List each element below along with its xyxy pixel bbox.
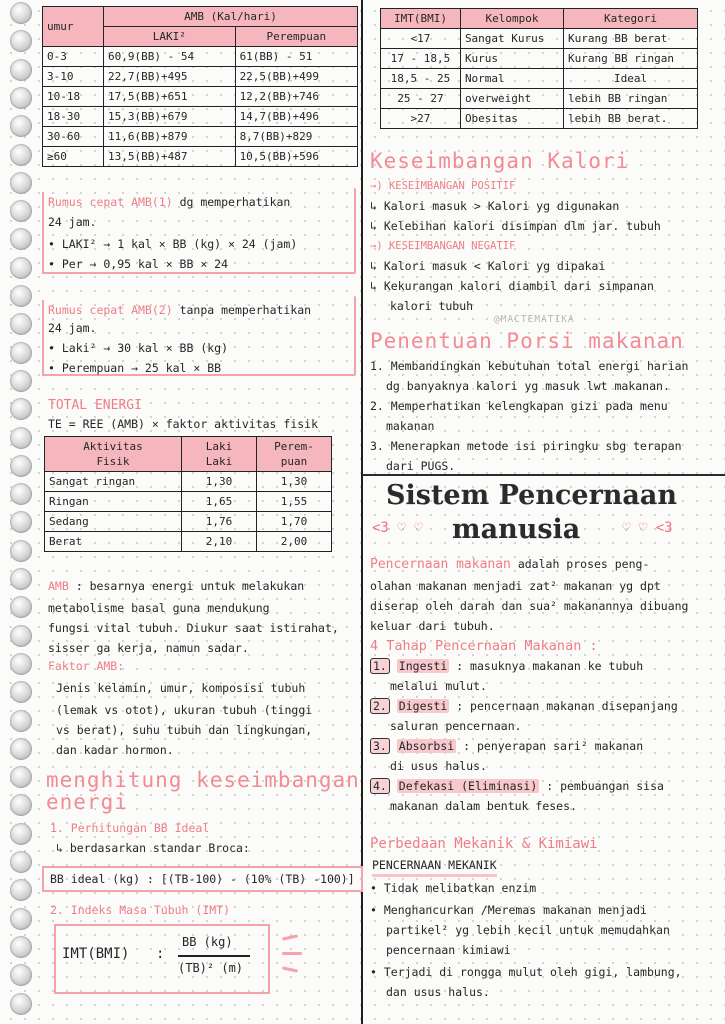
cell: 15,3(BB)+679: [104, 107, 236, 127]
amb-def-line4: sisser ga kerja, namun sadar.: [48, 641, 249, 655]
cell: 3-10: [43, 67, 104, 87]
cell: 60,9(BB) - 54: [104, 47, 236, 67]
table-row: [43, 107, 358, 127]
keseimbangan-positif: →) KESEIMBANGAN POSITIF: [370, 180, 516, 192]
faktor-line4: dan kadar hormon.: [56, 743, 174, 757]
cell: 8,7(BB)+829: [235, 127, 357, 147]
cell: Obesitas: [460, 109, 563, 129]
binder-hole: [10, 823, 32, 845]
tahap-3: [370, 736, 643, 756]
cell: 61(BB) - 51: [235, 47, 357, 67]
rumus1-line3: • LAKI² → 1 kal × BB (kg) × 24 (jam): [48, 237, 298, 251]
binder-hole: [10, 738, 32, 760]
sistem-title2: manusia: [452, 514, 581, 545]
table-row: [45, 472, 332, 492]
faktor-line3: vs berat), suhu tubuh dan lingkungan,: [56, 723, 313, 737]
cell: Normal: [460, 69, 563, 89]
amb-def-line2: metabolisme basal guna mendukung: [48, 601, 270, 615]
cell: Kurang BB ringan: [564, 49, 698, 69]
amb-def-text: : besarnya energi untuk melakukan: [75, 579, 305, 593]
table-row: [43, 127, 358, 147]
binder-holes: [10, 0, 36, 1024]
cell: Sangat Kurus: [460, 29, 563, 49]
akt-head-per-line2: puan: [280, 455, 308, 468]
keseimbangan-negatif: →) KESEIMBANGAN NEGATIF: [370, 240, 516, 252]
binder-hole: [10, 511, 32, 533]
broca-subtitle: 1. Perhitungan BB Ideal: [50, 821, 210, 835]
binder-hole: [10, 427, 32, 449]
cell: 1,65: [182, 492, 257, 512]
cell: 2,00: [257, 532, 332, 552]
binder-hole: [10, 313, 32, 335]
tahap-3-number: 3.: [370, 738, 390, 754]
imt-formula-colon: :: [156, 946, 165, 962]
total-energi-formula: TE = REE (AMB) × faktor aktivitas fisik: [48, 417, 319, 431]
imt-head-kelompok: Kelompok: [460, 9, 563, 29]
tahap-title: 4 Tahap Pencernaan Makanan :: [370, 638, 598, 654]
binder-hole: [10, 710, 32, 732]
total-energi-title: TOTAL ENERGI: [48, 398, 142, 413]
table-row: [45, 532, 332, 552]
amb-def-line1: [48, 576, 304, 596]
amb-table: [42, 6, 358, 167]
cell: Ringan: [45, 492, 182, 512]
tahap-1-number: 1.: [370, 658, 390, 674]
porsi-title: Penentuan Porsi makanan: [370, 329, 684, 353]
sistem-p1-text: adalah proses peng-: [517, 557, 650, 571]
tahap-4-number: 4.: [370, 778, 390, 794]
tahap-2: [370, 696, 678, 716]
binder-hole: [10, 625, 32, 647]
rumus1-title: Rumus cepat AMB(1): [48, 195, 173, 209]
emphasis-mark: [282, 966, 298, 972]
cell: ≥60: [43, 147, 104, 167]
binder-hole: [10, 257, 32, 279]
porsi-line1: 1. Membandingkan kebutuhan total energi harian: [370, 359, 689, 373]
amb-head-amb: AMB (Kal/hari): [104, 7, 358, 27]
table-row: [43, 47, 358, 67]
table-row: [45, 492, 332, 512]
heart-decor-left: <3 ♡ ♡: [372, 520, 423, 536]
sistem-p3: diserap oleh darah dan sua² makanannya dibuang: [370, 599, 689, 613]
binder-hole: [10, 87, 32, 109]
tahap-4: [370, 776, 664, 796]
sistem-p4: keluar dari tubuh.: [370, 619, 495, 633]
amb-def-line3: fungsi vital tubuh. Diukur saat istirahat,: [48, 621, 339, 635]
akt-head-line2: Fisik: [96, 455, 130, 468]
broca-note: ↳ berdasarkan standar Broca:: [56, 841, 250, 855]
akt-head-laki: [182, 437, 257, 472]
binder-hole: [10, 455, 32, 477]
cell: <17: [381, 29, 461, 49]
cell: Berat: [45, 532, 182, 552]
imt-subtitle: 2. Indeks Masa Tubuh (IMT): [50, 903, 231, 917]
broca-formula: BB ideal (kg) : [(TB-100) - (10% (TB) -100)]: [42, 866, 363, 892]
faktor-line2: (lemak vs otot), ukuran tubuh (tinggi: [56, 703, 313, 717]
binder-hole: [10, 483, 32, 505]
heart-decor-right: ♡ ♡ <3: [622, 520, 673, 536]
faktor-title: Faktor AMB:: [48, 659, 125, 673]
negatif-line2: ↳ Kekurangan kalori diambil dari simpanan: [370, 279, 654, 293]
rumus2-title: Rumus cepat AMB(2): [48, 303, 173, 317]
cell: >27: [381, 109, 461, 129]
binder-hole: [10, 228, 32, 250]
rumus1-rest: dg memperhatikan: [179, 195, 291, 209]
table-row: [381, 109, 698, 129]
imt-formula-left: IMT(BMI): [62, 946, 130, 962]
rumus2-line2: 24 jam.: [48, 321, 97, 335]
cell: 1,30: [257, 472, 332, 492]
emphasis-mark: [282, 934, 298, 940]
amb-def-term: AMB: [48, 579, 69, 593]
cell: overweight: [460, 89, 563, 109]
imt-head-bmi: IMT(BMI): [381, 9, 461, 29]
rumus1-heading: [48, 192, 290, 212]
cell: 1,76: [182, 512, 257, 532]
cell: Sangat ringan: [45, 472, 182, 492]
cell: 10,5(BB)+596: [235, 147, 357, 167]
negatif-line3: kalori tubuh: [390, 299, 474, 313]
tahap-3-term: Absorbsi: [398, 739, 455, 753]
cell: 1,30: [182, 472, 257, 492]
binder-hole: [10, 370, 32, 392]
binder-hole: [10, 964, 32, 986]
sistem-title1: Sistem Pencernaan: [386, 480, 678, 511]
akt-head-perempuan: [257, 437, 332, 472]
rumus2-bar: [42, 300, 44, 376]
table-row: [43, 147, 358, 167]
binder-hole: [10, 285, 32, 307]
binder-hole: [10, 766, 32, 788]
amb-head-laki: LAKI²: [104, 27, 236, 47]
cell: 17 - 18,5: [381, 49, 461, 69]
tahap-4-cont: makanan dalam bentuk feses.: [390, 799, 577, 813]
rumus1-bar: [42, 192, 44, 274]
binder-hole: [10, 908, 32, 930]
amb-head-umur: umur: [43, 7, 104, 47]
sistem-p1: [370, 554, 649, 575]
rumus2-line4: • Perempuan → 25 kal × BB: [48, 361, 222, 375]
cell: 18,5 - 25: [381, 69, 461, 89]
keseimbangan-energi-title2: energi: [46, 790, 128, 814]
cell: 22,5(BB)+499: [235, 67, 357, 87]
tahap-3-cont: di usus halus.: [390, 759, 487, 773]
perbedaan-title: Perbedaan Mekanik & Kimiawi: [370, 836, 598, 852]
binder-hole: [10, 30, 32, 52]
tahap-1-cont: melalui mulut.: [390, 679, 487, 693]
binder-hole: [10, 2, 32, 24]
binder-hole: [10, 879, 32, 901]
cell: 1,55: [257, 492, 332, 512]
binder-hole: [10, 568, 32, 590]
table-row: [381, 29, 698, 49]
cell: Sedang: [45, 512, 182, 532]
cell: 18-30: [43, 107, 104, 127]
amb-head-perempuan: Perempuan: [235, 27, 357, 47]
tahap-2-text: : pencernaan makanan disepanjang: [456, 699, 678, 713]
table-row: [43, 87, 358, 107]
cell: 2,10: [182, 532, 257, 552]
mekanik-title: PENCERNAAN MEKANIK: [372, 856, 497, 877]
keseimbangan-energi-title1: menghitung keseimbangan: [46, 768, 360, 792]
mekanik-5: • Terjadi di rongga mulut oleh gigi, lambung,: [370, 965, 682, 979]
akt-head-per-line1: Perem-: [274, 440, 314, 453]
cell: lebih BB ringan: [564, 89, 698, 109]
tahap-4-term: Defekasi (Eliminasi): [398, 779, 538, 793]
cell: Kurang BB berat: [564, 29, 698, 49]
sistem-p2: olahan makanan menjadi zat² makanan yg dpt: [370, 579, 661, 593]
binder-hole: [10, 681, 32, 703]
imt-formula-denominator: (TB)² (m): [178, 961, 244, 975]
cell: Kurus: [460, 49, 563, 69]
binder-hole: [10, 398, 32, 420]
binder-hole: [10, 540, 32, 562]
mekanik-4: pencernaan kimiawi: [386, 943, 511, 957]
mekanik-2: • Menghancurkan /Meremas makanan menjadi: [370, 903, 647, 917]
cell: 14,7(BB)+496: [235, 107, 357, 127]
binder-hole: [10, 144, 32, 166]
faktor-line1: Jenis kelamin, umur, komposisi tubuh: [56, 681, 306, 695]
keseimbangan-kalori-title: Keseimbangan Kalori: [370, 149, 630, 173]
cell: 1,70: [257, 512, 332, 532]
rumus1-line4: • Per → 0,95 kal × BB × 24: [48, 257, 229, 271]
sistem-term: Pencernaan makanan: [370, 557, 511, 572]
akt-head-line1: Aktivitas: [83, 440, 143, 453]
imt-fraction-bar: [178, 955, 250, 957]
binder-hole: [10, 342, 32, 364]
cell: lebih BB berat.: [564, 109, 698, 129]
rumus2-rest: tanpa memperhatikan: [179, 303, 312, 317]
porsi-line6: dari PUGS.: [386, 459, 456, 473]
binder-hole: [10, 851, 32, 873]
cell: 11,6(BB)+879: [104, 127, 236, 147]
tahap-1-text: : masuknya makanan ke tubuh: [456, 659, 644, 673]
mekanik-6: dan usus halus.: [386, 985, 490, 999]
rumus2-heading: [48, 300, 311, 320]
table-row: [381, 49, 698, 69]
cell: 25 - 27: [381, 89, 461, 109]
binder-hole: [10, 936, 32, 958]
akt-head-laki-line1: Laki: [205, 440, 233, 453]
cell: 22,7(BB)+495: [104, 67, 236, 87]
porsi-line4: makanan: [386, 419, 435, 433]
table-row: [381, 69, 698, 89]
positif-line2: ↳ Kelebihan kalori disimpan dlm jar. tubuh: [370, 219, 661, 233]
binder-hole: [10, 653, 32, 675]
rumus1-line2: 24 jam.: [48, 215, 97, 229]
binder-hole: [10, 115, 32, 137]
binder-hole: [10, 596, 32, 618]
positif-line1: ↳ Kalori masuk > Kalori yg digunakan: [370, 199, 620, 213]
table-row: [45, 512, 332, 532]
mekanik-3: partikel² yg lebih kecil untuk memudahkan: [386, 923, 670, 937]
tahap-1: [370, 656, 643, 676]
binder-hole: [10, 993, 32, 1015]
cell: 10-18: [43, 87, 104, 107]
table-row: [43, 67, 358, 87]
tahap-3-text: : penyerapan sari² makanan: [463, 739, 644, 753]
cell: 12,2(BB)+746: [235, 87, 357, 107]
tahap-2-number: 2.: [370, 698, 390, 714]
binder-hole: [10, 59, 32, 81]
imt-table: [380, 8, 698, 129]
porsi-line2: dg banyaknya kalori yg masuk lwt makanan.: [386, 379, 670, 393]
cell: 17,5(BB)+651: [104, 87, 236, 107]
cell: 13,5(BB)+487: [104, 147, 236, 167]
negatif-line1: ↳ Kalori masuk < Kalori yg dipakai: [370, 259, 606, 273]
akt-head-aktivitas: [45, 437, 182, 472]
tahap-4-text: : pembuangan sisa: [546, 779, 664, 793]
imt-formula-numerator: BB (kg): [182, 935, 233, 949]
imt-head-kategori: Kategori: [564, 9, 698, 29]
binder-hole: [10, 794, 32, 816]
porsi-line5: 3. Menerapkan metode isi piringku sbg terapan: [370, 439, 682, 453]
tahap-1-term: Ingesti: [398, 659, 448, 673]
cell: Ideal: [564, 69, 698, 89]
binder-hole: [10, 200, 32, 222]
table-row: [381, 89, 698, 109]
cell: 0-3: [43, 47, 104, 67]
binder-hole: [10, 172, 32, 194]
tahap-2-term: Digesti: [398, 699, 448, 713]
watermark: @MACTEMATIKA: [494, 314, 575, 325]
porsi-line3: 2. Memperhatikan kelengkapan gizi pada menu: [370, 399, 668, 413]
cell: 30-60: [43, 127, 104, 147]
rumus2-line3: • Laki² → 30 kal × BB (kg): [48, 341, 229, 355]
tahap-2-cont: saluran pencernaan.: [390, 719, 522, 733]
emphasis-mark: [282, 952, 302, 955]
aktivitas-table: [44, 436, 332, 552]
mekanik-1: • Tidak melibatkan enzim: [370, 881, 537, 895]
akt-head-laki-line2: Laki: [205, 455, 233, 468]
